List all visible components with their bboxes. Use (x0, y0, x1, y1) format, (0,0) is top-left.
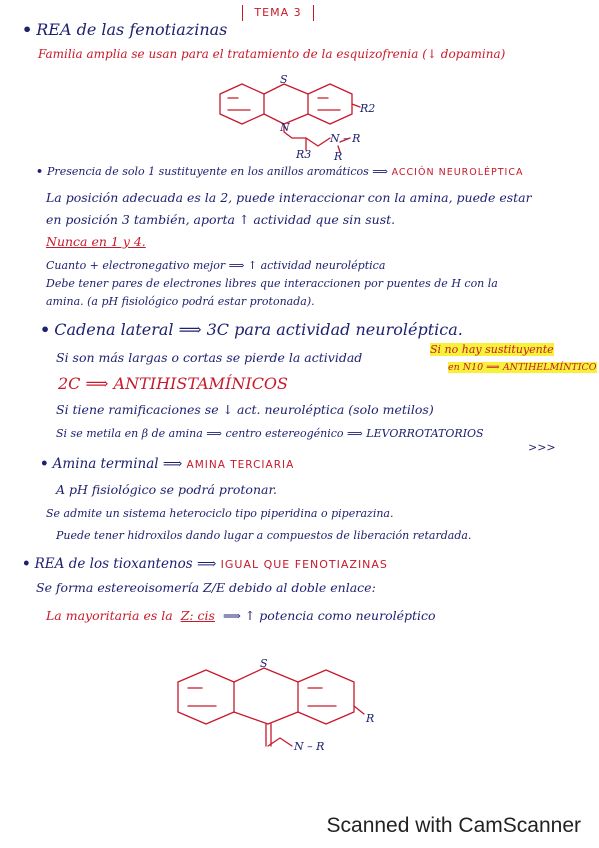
struct1-s-label: S (280, 73, 288, 86)
camscanner-footer: Scanned with CamScanner (326, 814, 581, 837)
b2-line5: Si se metila en β de amina ⟹ centro estereogénico ⟹ LEVORROTATORIOS (56, 427, 484, 440)
bullet-icon: • (36, 165, 44, 178)
struct2-s-label: S (260, 657, 268, 670)
b1-line2: La posición adecuada es la 2, puede interaccionar con la amina, puede estar (46, 190, 532, 205)
struct1-r3-label: R3 (296, 148, 312, 161)
b3-line3: Se admite un sistema heterociclo tipo piperidina o piperazina. (46, 507, 394, 520)
b4-line1: Se forma estereoisomería Z/E debido al doble enlace: (36, 580, 376, 595)
heading-fenotiazinas: • REA de las fenotiazinas (22, 20, 228, 39)
intro-text: Familia amplia se usan para el tratamiento de la esquizofrenia (↓ dopamina) (38, 47, 506, 61)
b2-line4: Si tiene ramificaciones se ↓ act. neuroléptica (solo metilos) (56, 402, 434, 417)
b3-line1: • Amina terminal ⟹ AMINA TERCIARIA (40, 456, 295, 472)
bullet-icon: • (40, 320, 51, 339)
b2-line3: 2C ⟹ ANTIHISTAMÍNICOS (58, 374, 289, 393)
struct1-r2-label: R2 (360, 102, 376, 115)
b1-line1: • Presencia de solo 1 sustituyente en los anillos aromáticos ⟹ ACCIÓN NEUROLÉPTICA (36, 165, 524, 178)
b2-line5b: >>> (528, 441, 556, 454)
bullet-icon: • (22, 20, 33, 39)
b1-line6: Debe tener pares de electrones libres que interaccionen por puentes de H con la (46, 277, 498, 290)
b3-line4: Puede tener hidroxilos dando lugar a compuestos de liberación retardada. (56, 529, 472, 542)
bullet-icon: • (40, 456, 49, 472)
b2-note1: Si no hay sustituyente (430, 343, 554, 356)
b1-line7: amina. (a pH fisiológico podrá estar protonada). (46, 295, 315, 308)
struct1-nr-label: N – R (330, 132, 361, 145)
heading-tioxantenos: • REA de los tioxantenos ⟹ IGUAL QUE FENOTIAZINAS (22, 556, 388, 572)
b2-line1: • Cadena lateral ⟹ 3C para actividad neuroléptica. (40, 320, 463, 339)
b4-line2: La mayoritaria es la Z: cis ⟹ ↑ potencia como neuroléptico (46, 608, 436, 623)
struct1-r-label: R (334, 150, 343, 163)
b1-line5: Cuanto + electronegativo mejor ⟹ ↑ actividad neuroléptica (46, 259, 386, 272)
struct2-r-label: R (366, 712, 375, 725)
b2-line2: Si son más largas o cortas se pierde la actividad (56, 350, 363, 365)
b2-note2: en N10 ⟹ ANTIHELMÍNTICO (448, 362, 597, 373)
struct2-nr-label: N – R (294, 740, 325, 753)
topic-title: TEMA 3 (242, 5, 314, 21)
b1-line3: en posición 3 también, aporta ↑ actividad que sin sust. (46, 212, 396, 227)
struct1-n-label: N (280, 121, 290, 134)
b3-line2: A pH fisiológico se podrá protonar. (56, 482, 278, 497)
bullet-icon: • (22, 556, 31, 572)
b1-line4: Nunca en 1 y 4. (46, 234, 146, 249)
phenothiazine-structure (210, 73, 390, 163)
thioxanthene-structure (168, 658, 388, 768)
